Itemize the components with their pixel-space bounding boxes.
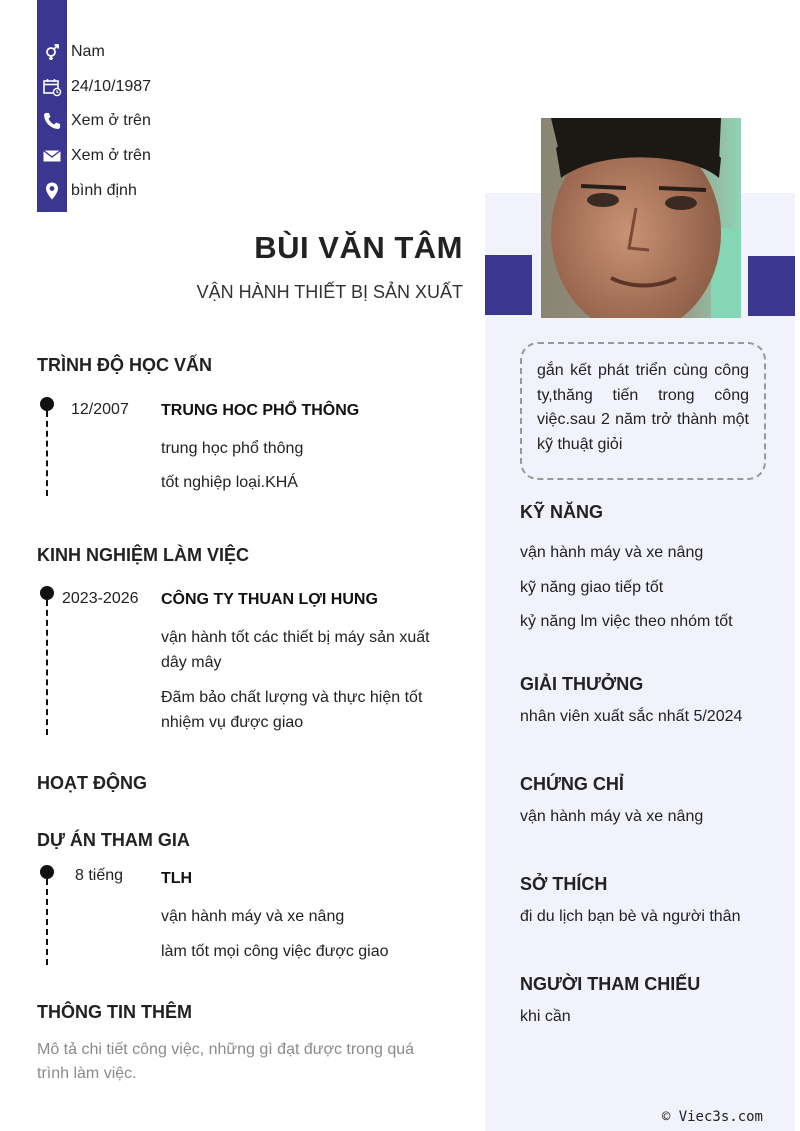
photo-deco-left (485, 255, 532, 315)
experience-title: KINH NGHIỆM LÀM VIỆC (37, 545, 250, 565)
education-timeline-line (46, 411, 48, 496)
awards-text: nhân viên xuất sắc nhất 5/2024 (520, 708, 743, 725)
skill-item: vận hành máy và xe nâng (520, 544, 704, 561)
photo-deco-right (748, 256, 795, 316)
contact-gender (38, 37, 105, 67)
experience-line-1: vận hành tốt các thiết bị máy sản xuất dây mây (161, 629, 430, 671)
skills-title: KỸ NĂNG (520, 502, 604, 522)
contact-address (38, 176, 137, 206)
hobbies-text: đi du lịch bạn bè và người thân (520, 908, 741, 925)
contact-email (38, 141, 151, 171)
project-line-2: làm tốt mọi công việc được giao (161, 943, 389, 960)
experience-timeline-dot (40, 586, 54, 600)
education-heading: TRUNG HOC PHỔ THÔNG (161, 402, 360, 419)
phone-icon (38, 107, 66, 135)
contact-birthday (38, 72, 151, 102)
email-icon (38, 142, 66, 170)
location-icon (38, 177, 66, 205)
awards-title: GIẢI THƯỞNG (520, 674, 644, 694)
candidate-position: VẬN HÀNH THIẾT BỊ SẢN XUẤT (196, 282, 463, 302)
skill-item: kỷ năng lm việc theo nhóm tốt (520, 613, 733, 630)
references-title: NGƯỜI THAM CHIẾU (520, 974, 701, 994)
experience-line-2: Đãm bảo chất lượng và thực hiện tốt nhiệm vụ được giao (161, 689, 423, 731)
education-timeline-dot (40, 397, 54, 411)
experience-timeline-line (46, 600, 48, 735)
gender-icon (38, 38, 66, 66)
phone-value: Xem ở trên (71, 112, 151, 129)
gender-value: Nam (71, 43, 105, 60)
education-line-2: tốt nghiệp loại.KHÁ (161, 474, 298, 491)
activities-title: HOẠT ĐỘNG (37, 773, 147, 793)
profile-photo (541, 118, 741, 318)
email-value: Xem ở trên (71, 147, 151, 164)
projects-timeline-line (46, 879, 48, 965)
contact-phone (38, 106, 151, 136)
skill-item: kỹ năng giao tiếp tốt (520, 579, 664, 596)
projects-title: DỰ ÁN THAM GIA (37, 830, 190, 850)
project-line-1: vận hành máy và xe nâng (161, 908, 345, 925)
project-date: 8 tiếng (75, 867, 124, 884)
education-title: TRÌNH ĐỘ HỌC VẤN (37, 355, 212, 375)
references-text: khi cần (520, 1008, 571, 1025)
experience-heading: CÔNG TY THUAN LỢI HUNG (161, 591, 378, 608)
candidate-name: BÙI VĂN TÂM (254, 230, 463, 265)
project-heading: TLH (161, 870, 193, 887)
career-objective-text: gắn kết phát triển cùng công ty,thăng tiến trong công việc.sau 2 năm trở thành một kỹ thuật giỏi (537, 362, 749, 453)
education-line-1: trung học phổ thông (161, 440, 304, 457)
career-objective-box (520, 342, 766, 480)
footer-copyright: © Viec3s.com (661, 1109, 763, 1125)
birthday-value: 24/10/1987 (71, 78, 152, 95)
more-info-title: THÔNG TIN THÊM (37, 1002, 192, 1022)
hobbies-title: SỞ THÍCH (520, 874, 608, 894)
projects-timeline-dot (40, 865, 54, 879)
experience-date: 2023-2026 (62, 590, 139, 607)
certificates-title: CHỨNG CHỈ (520, 774, 624, 794)
calendar-icon (38, 73, 66, 101)
more-info-text: Mô tả chi tiết công việc, những gì đạt được trong quá trình làm việc. (37, 1041, 415, 1082)
address-value: bình định (71, 182, 137, 199)
education-date: 12/2007 (71, 401, 129, 418)
certificates-text: vận hành máy và xe nâng (520, 808, 704, 825)
